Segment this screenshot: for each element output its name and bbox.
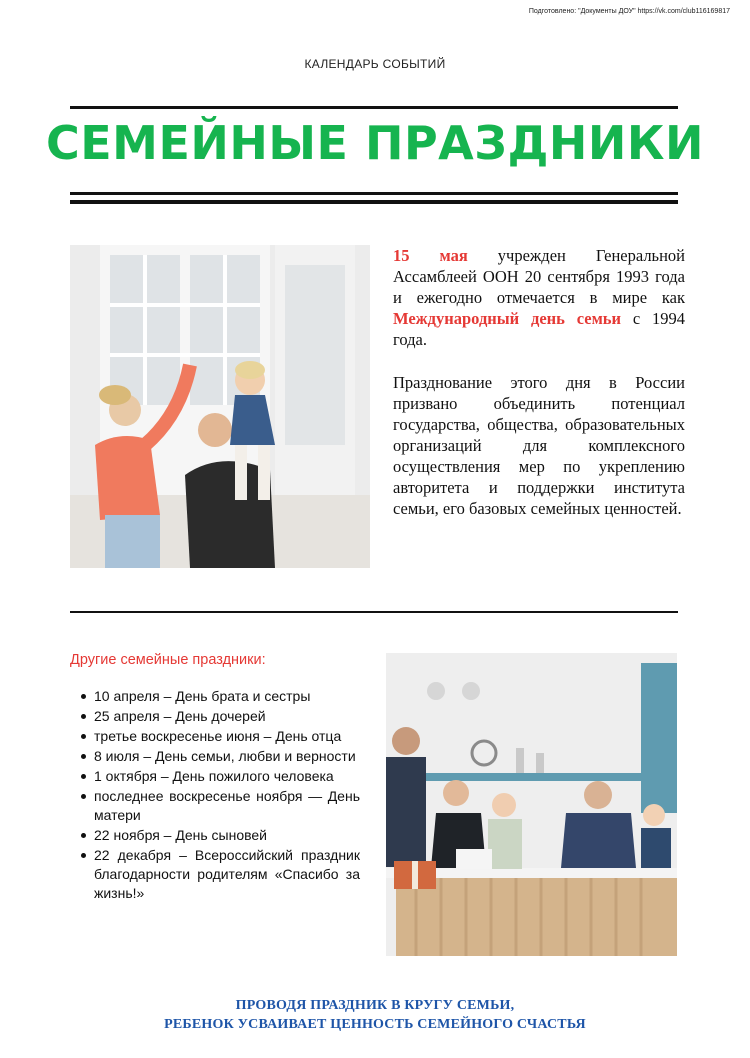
list-item: 8 июля – День семьи, любви и верности <box>78 747 360 766</box>
family-kitchen-photo <box>386 653 677 956</box>
holiday-list <box>78 687 360 904</box>
family-dancing-photo <box>70 245 370 568</box>
list-item: третье воскресенье июня – День отца <box>78 727 360 746</box>
other-holidays-heading: Другие семейные праздники: <box>70 652 266 668</box>
intro-text-part-2: с 1994 года. <box>393 309 685 349</box>
intro-text <box>393 245 685 541</box>
intro-paragraph-2: Празднование этого дня в России призвано объединить потенциал государства, общества, образовательных организаций для комплексного осуществления мер по укреплению авторитета и поддержки института семьи, его базовых семейных ценностей. <box>393 373 685 518</box>
holiday-name: Международный день семьи <box>393 309 622 328</box>
title-rule-upper <box>70 192 678 195</box>
closing-slogan <box>0 996 750 1034</box>
slogan-line-1: ПРОВОДЯ ПРАЗДНИК В КРУГУ СЕМЬИ, <box>235 998 515 1013</box>
section-kicker: КАЛЕНДАРЬ СОБЫТИЙ <box>304 57 446 71</box>
list-item: 1 октября – День пожилого человека <box>78 767 360 786</box>
list-item: последнее воскресенье ноября — День матери <box>78 787 360 825</box>
slogan-line-2: РЕБЕНОК УСВАИВАЕТ ЦЕННОСТЬ СЕМЕЙНОГО СЧАСТЬЯ <box>164 1017 586 1032</box>
intro-text-part-1: учрежден Генеральной Ассамблеей ООН 20 сентября 1993 года и ежегодно отмечается в мире как <box>393 246 685 307</box>
list-item: 22 декабря – Всероссийский праздник благодарности родителям «Спасибо за жизнь!» <box>78 846 360 903</box>
credit-line: Подготовлено: "Документы ДОУ" https://vk.com/club116169817 <box>528 8 730 15</box>
section-divider <box>70 611 678 613</box>
intro-paragraph-1 <box>393 245 685 350</box>
top-rule <box>70 106 678 109</box>
page-title: СЕМЕЙНЫЕ ПРАЗДНИКИ <box>45 116 705 170</box>
list-item: 10 апреля – День брата и сестры <box>78 687 360 706</box>
list-item: 25 апреля – День дочерей <box>78 707 360 726</box>
event-date: 15 мая <box>393 246 468 265</box>
title-rule-lower <box>70 200 678 204</box>
list-item: 22 ноября – День сыновей <box>78 826 360 845</box>
